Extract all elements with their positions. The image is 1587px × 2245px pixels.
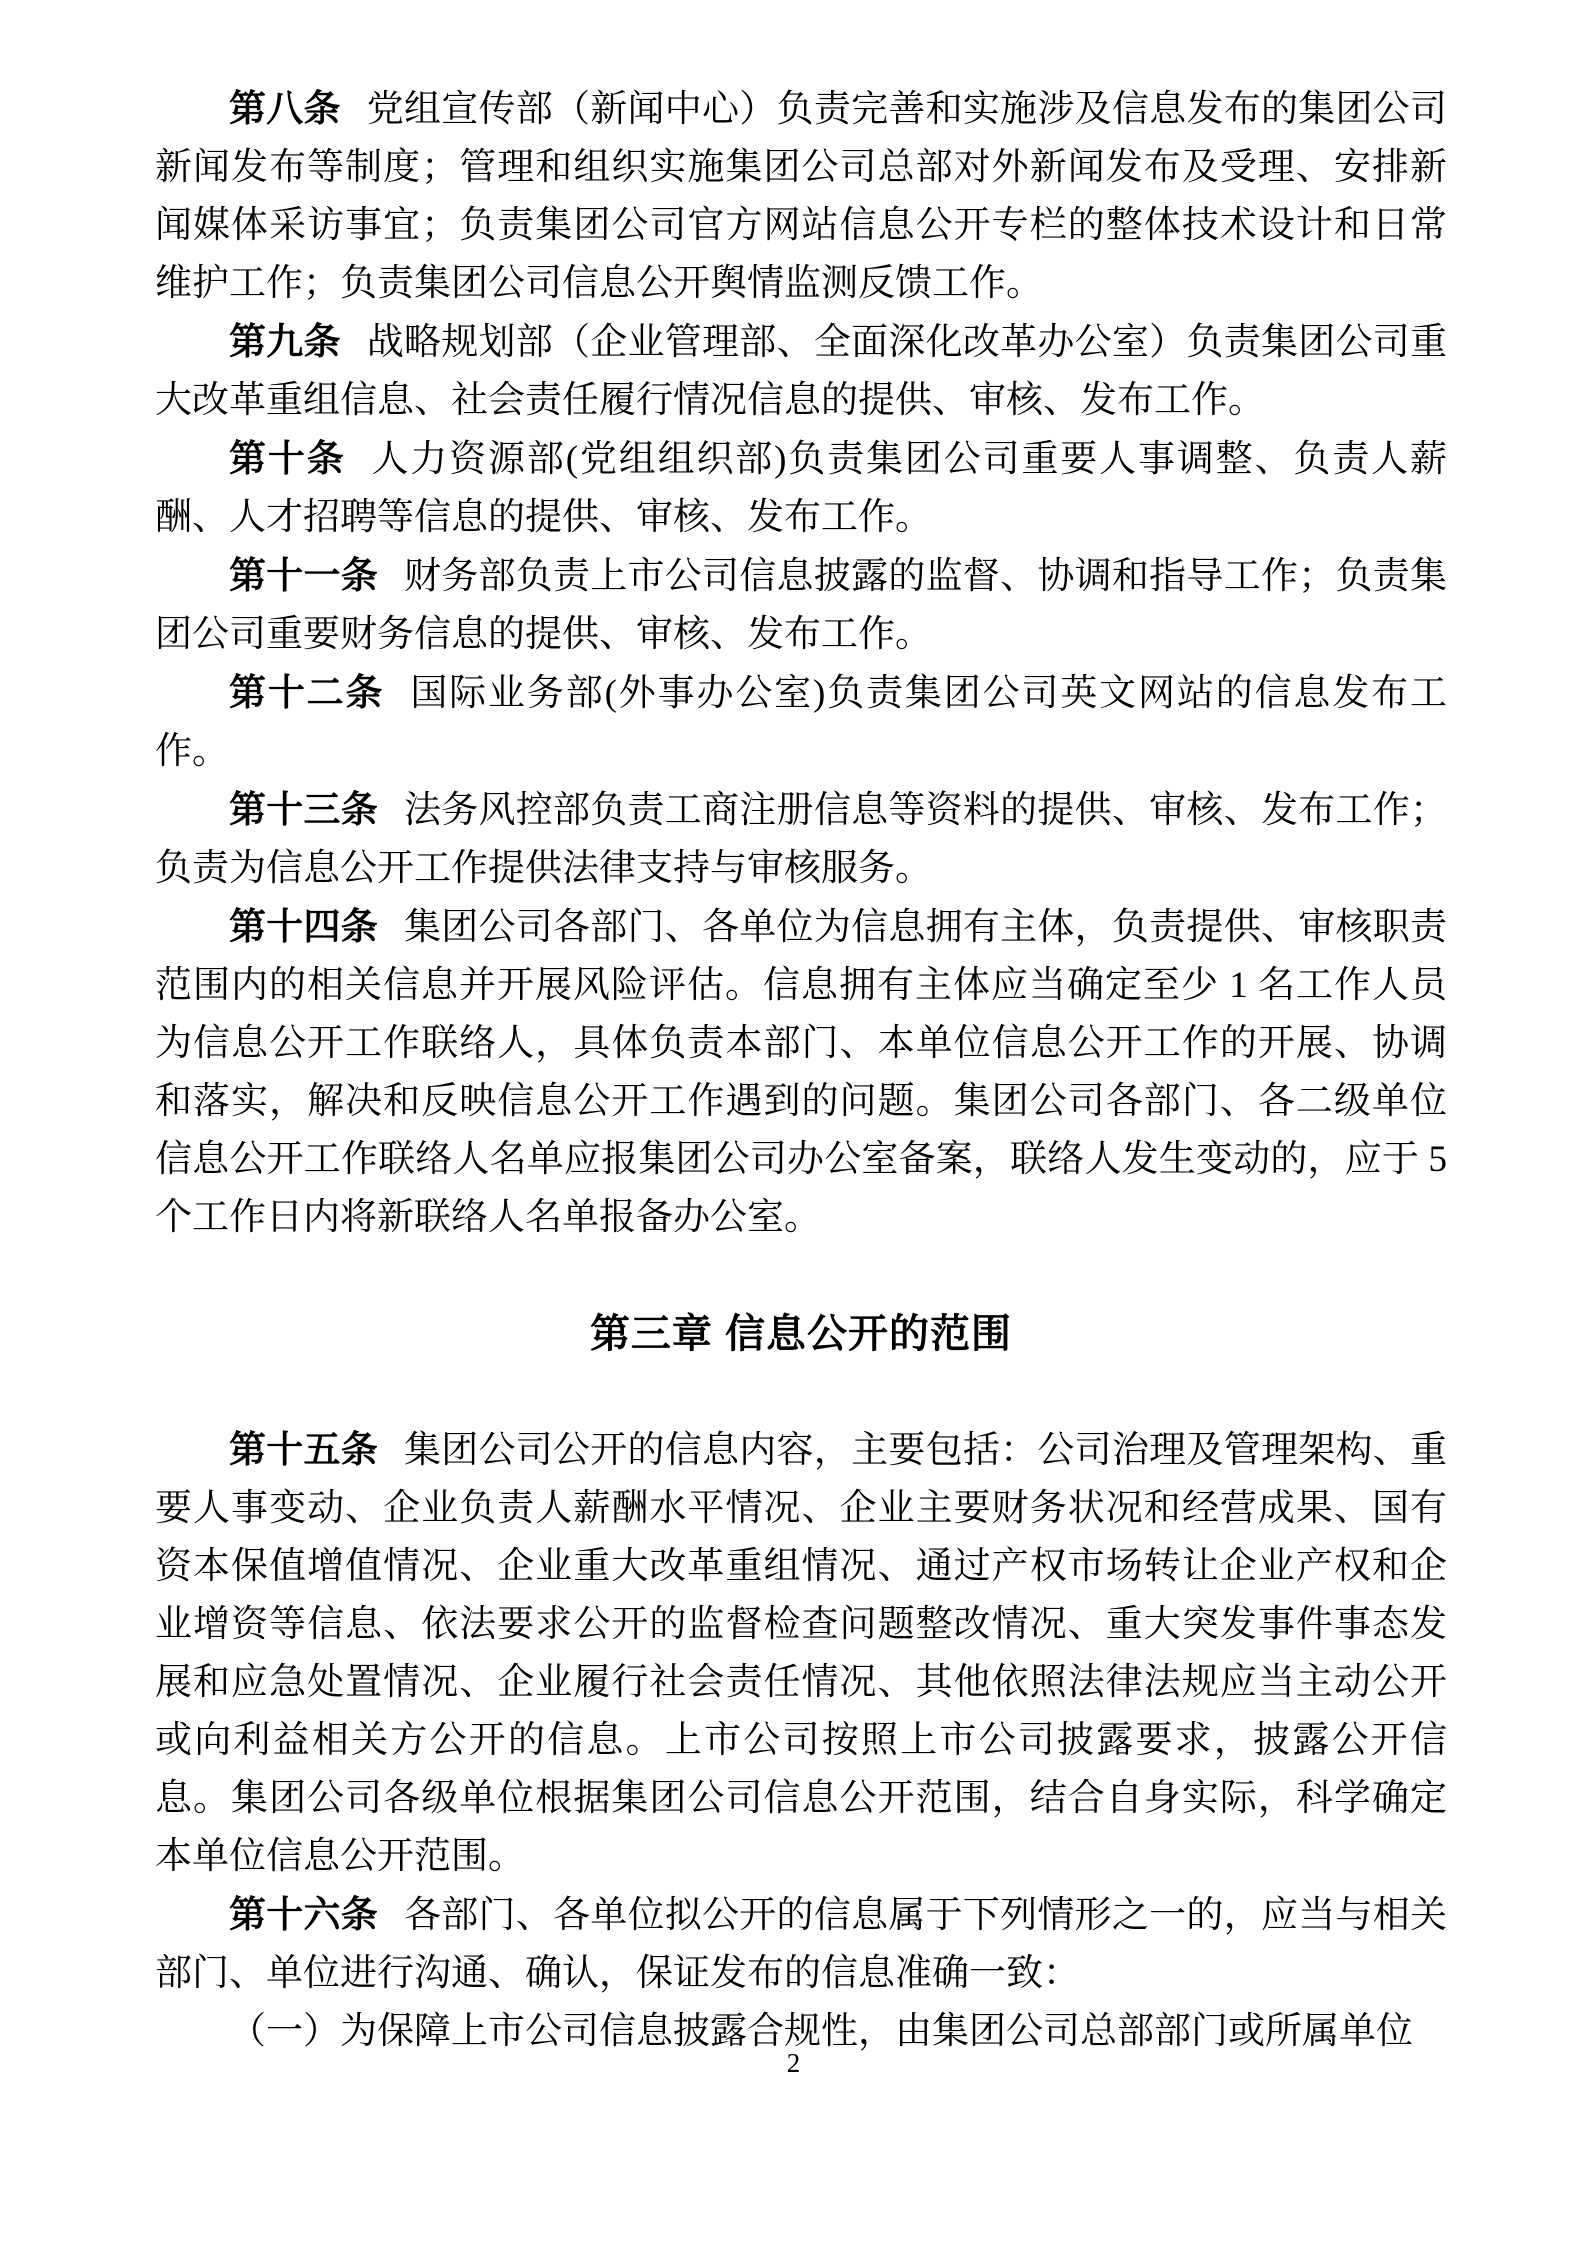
article-16-label: 第十六条 bbox=[229, 1894, 379, 1935]
article-9-paragraph bbox=[155, 313, 1447, 430]
article-15-text: 集团公司公开的信息内容，主要包括：公司治理及管理架构、重要人事变动、企业负责人薪酬水平情况、企业主要财务状况和经营成果、国有资本保值增值情况、企业重大改革重组情况、通过产权市场转让企业产权和企业增资等信息、依法要求公开的监督检查问题整改情况、重大突发事件事态发展和应急处置情况、企业履行社会责任情况、其他依照法律法规应当主动公开或向利益相关方公开的信息。上市公司按照上市公司披露要求，披露公开信息。集团公司各级单位根据集团公司信息公开范围，结合自身实际，科学确定本单位信息公开范围。 bbox=[155, 1430, 1447, 1877]
article-15-paragraph bbox=[155, 1421, 1447, 1886]
article-12-paragraph bbox=[155, 664, 1447, 781]
article-11-label: 第十一条 bbox=[229, 555, 379, 596]
article-12-text: 国际业务部(外事办公室)负责集团公司英文网站的信息发布工作。 bbox=[155, 673, 1447, 772]
article-14-paragraph bbox=[155, 898, 1447, 1247]
article-16-text: 各部门、各单位拟公开的信息属于下列情形之一的，应当与相关部门、单位进行沟通、确认，保证发布的信息准确一致： bbox=[155, 1895, 1447, 1994]
article-11-text: 财务部负责上市公司信息披露的监督、协调和指导工作；负责集团公司重要财务信息的提供、审核、发布工作。 bbox=[155, 556, 1447, 655]
article-13-label: 第十三条 bbox=[229, 789, 379, 830]
article-11-paragraph bbox=[155, 547, 1447, 664]
article-15-label: 第十五条 bbox=[229, 1429, 379, 1470]
article-10-text: 人力资源部(党组组织部)负责集团公司重要人事调整、负责人薪酬、人才招聘等信息的提供、审核、发布工作。 bbox=[155, 439, 1447, 538]
article-16-paragraph bbox=[155, 1886, 1447, 2003]
article-13-text: 法务风控部负责工商注册信息等资料的提供、审核、发布工作；负责为信息公开工作提供法律支持与审核服务。 bbox=[155, 790, 1447, 889]
article-8-text: 党组宣传部（新闻中心）负责完善和实施涉及信息发布的集团公司新闻发布等制度；管理和组织实施集团公司总部对外新闻发布及受理、安排新闻媒体采访事宜；负责集团公司官方网站信息公开专栏的整体技术设计和日常维护工作；负责集团公司信息公开舆情监测反馈工作。 bbox=[155, 89, 1448, 304]
page-number: 2 bbox=[786, 2048, 801, 2078]
article-9-text: 战略规划部（企业管理部、全面深化改革办公室）负责集团公司重大改革重组信息、社会责任履行情况信息的提供、审核、发布工作。 bbox=[155, 322, 1448, 421]
article-13-paragraph bbox=[155, 781, 1447, 898]
article-8-paragraph bbox=[155, 80, 1447, 313]
article-9-label: 第九条 bbox=[229, 321, 341, 362]
article-12-label: 第十二条 bbox=[229, 672, 385, 713]
article-10-paragraph bbox=[155, 430, 1447, 547]
article-14-label: 第十四条 bbox=[229, 906, 379, 947]
article-8-label: 第八条 bbox=[229, 88, 341, 129]
article-14-text: 集团公司各部门、各单位为信息拥有主体，负责提供、审核职责范围内的相关信息并开展风险评估。信息拥有主体应当确定至少 1 名工作人员为信息公开工作联络人，具体负责本部门、本单位信息公开工作的开展、协调和落实，解决和反映信息公开工作遇到的问题。集团公司各部门、各二级单位信息公开工作联络人名单应报集团公司办公室备案，联络人发生变动的，应于 5 个工作日内将新联络人名单报备办公室。 bbox=[155, 907, 1447, 1238]
chapter-heading: 第三章 信息公开的范围 bbox=[589, 1312, 1013, 1356]
document-content bbox=[155, 80, 1447, 2061]
article-10-label: 第十条 bbox=[229, 438, 346, 479]
list-item-1: （一）为保障上市公司信息披露合规性，由集团公司总部部门或所属单位 bbox=[229, 2011, 1413, 2052]
